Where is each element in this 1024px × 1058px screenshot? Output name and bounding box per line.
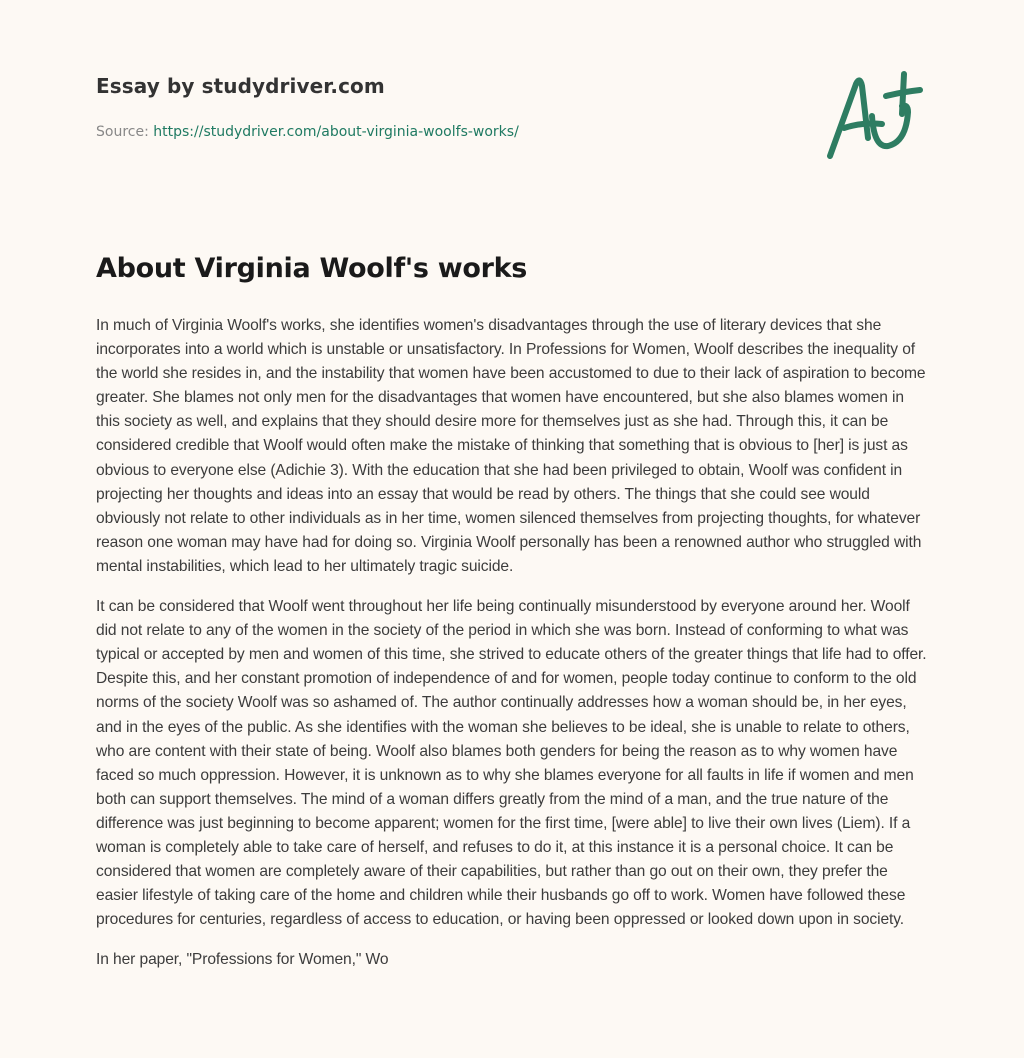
essay-body: [96, 314, 932, 988]
source-link[interactable]: https://studydriver.com/about-virginia-woolfs-works/: [153, 124, 519, 140]
page-header: [96, 74, 936, 140]
source-label: Source:: [96, 124, 149, 140]
a-plus-grade-icon: [822, 68, 928, 164]
essay-paragraph: In much of Virginia Woolf's works, she identifies women's disadvantages through the use of literary devices that she incorporates into a world which is unstable or unsatisfactory. In Professions for Women, Woolf describes the inequality of the world she resides in, and the instability that women have been accustomed to due to their lack of aspiration to become greater. She blames not only men for the disadvantages that women have encountered, but she also blames women in this society as well, and explains that they should desire more for themselves just as she had. Through this, it can be considered credible that Woolf would often make the mistake of thinking that something that is obvious to [her] is just as obvious to everyone else (Adichie 3). With the education that she had been privileged to obtain, Woolf was confident in projecting her thoughts and ideas into an essay that would be read by others. The things that she could see would obviously not relate to other individuals as in her time, women silenced themselves from projecting thoughts, for whatever reason one woman may have had for doing so. Virginia Woolf personally has been a renowned author who struggled with mental instabilities, which lead to her ultimately tragic suicide.: [96, 317, 926, 575]
essay-paragraph-truncated: In her paper, "Professions for Women," Wo: [96, 951, 389, 969]
source-line: [96, 124, 519, 140]
document-title: About Virginia Woolf's works: [96, 253, 528, 284]
site-title: Essay by studydriver.com: [96, 74, 385, 98]
essay-paragraph: It can be considered that Woolf went throughout her life being continually misunderstood by everyone around her. Woolf did not relate to any of the women in the society of the period in which she was born. Instead of conforming to what was typical or accepted by men and women of this time, she strived to educate others of the greater things that life had to offer. Despite this, and her constant promotion of independence of and for women, people today continue to conform to the old norms of the society Woolf was so ashamed of. The author continually addresses how a woman should be, in her eyes, and in the eyes of the public. As she identifies with the woman she believes to be ideal, she is unable to relate to others, who are content with their state of being. Woolf also blames both genders for being the reason as to why women have faced so much oppression. However, it is unknown as to why she blames everyone for all faults in life if women and men both can support themselves. The mind of a woman differs greatly from the mind of a man, and the true nature of the difference was just beginning to become apparent; women for the first time, [were able] to live their own lives (Liem). If a woman is completely able to take care of herself, and refuses to do it, at this instance it is a personal choice. It can be considered that women are completely aware of their capabilities, but rather than go out on their own, they prefer the easier lifestyle of taking care of the home and children while their husbands go off to work. Women have followed these procedures for centuries, regardless of access to education, or having been oppressed or looked down upon in society.: [96, 598, 927, 929]
